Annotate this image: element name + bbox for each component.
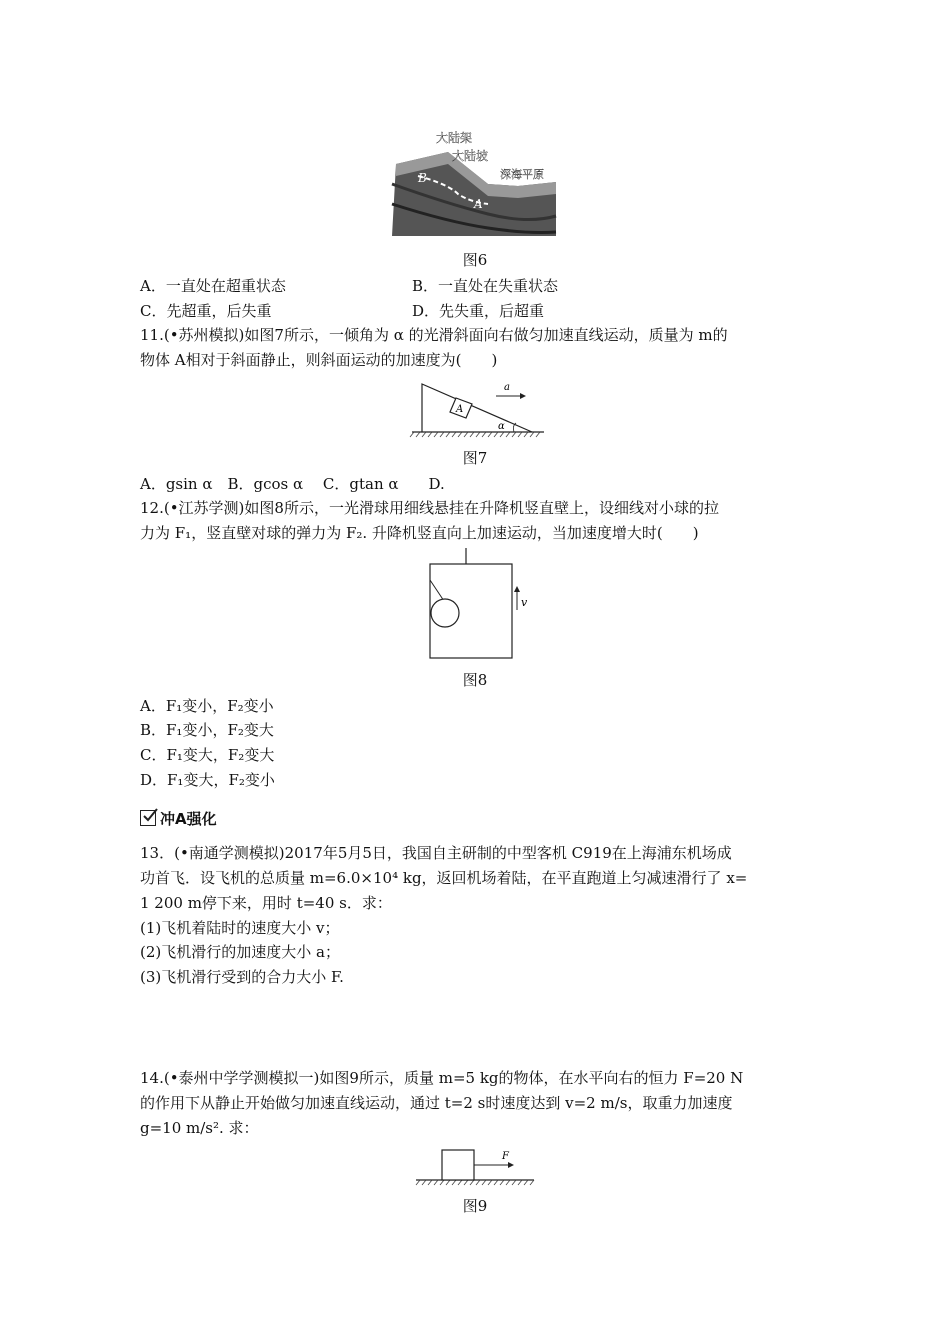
q14-text-line3: g=10 m/s². 求： [140,1119,259,1137]
fig6-label-a: A [474,197,483,211]
q10-option-d: D．先失重，后超重 [412,302,545,320]
figure-6-illustration [388,124,560,242]
q13-sub1: (1)飞机着陆时的速度大小 v； [140,919,340,937]
fig9-block [442,1150,474,1180]
q11-text-line2: 物体 A相对于斜面静止，则斜面运动的加速度为( ) [140,351,498,369]
figure-7-incline [408,376,548,440]
q13-text-line2: 功首飞．设飞机的总质量 m=6.0×10⁴ kg，返回机场着陆，在平直跑道上匀减速滑行了 x= [140,869,748,887]
section-title: 冲A强化 [160,810,217,828]
fig6-label-shelf: 大陆架 [436,131,473,145]
figure-9-block-force [412,1144,538,1190]
q10-option-c: C．先超重，后失重 [140,302,272,320]
q12-option-c: C．F₁变大，F₂变大 [140,746,275,764]
q14-text-line1: 14.(•泰州中学学测模拟一)如图9所示，质量 m=5 kg的物体，在水平向右的恒力 F=20 N [140,1069,744,1087]
fig7-label-accel: a [504,382,510,393]
fig6-label-b: B [418,171,427,185]
fig7-label-block: A [456,404,464,415]
q13-sub3: (3)飞机滑行受到的合力大小 F. [140,968,344,986]
fig9-label-force: F [502,1151,509,1162]
fig8-caption: 图8 [462,671,488,689]
q14-text-line2: 的作用下从静止开始做匀加速直线运动，通过 t=2 s时速度达到 v=2 m/s，取重力加速度 [140,1094,733,1112]
q12-text-line1: 12.(•江苏学测)如图8所示，一光滑球用细线悬挂在升降机竖直壁上，设细线对小球的拉 [140,499,719,517]
section-heading [140,808,217,830]
q13-text-line3: 1 200 m停下来，用时 t=40 s．求： [140,894,392,912]
q13-sub2: (2)飞机滑行的加速度大小 a； [140,943,340,961]
fig7-caption: 图7 [462,449,488,467]
fig6-label-slope: 大陆坡 [452,149,489,163]
q12-option-a: A．F₁变小，F₂变小 [140,697,274,715]
q13-text-line1: 13．(•南通学测模拟)2017年5月5日，我国自主研制的中型客机 C919在上海浦东机场成 [140,844,732,862]
q12-option-d: D．F₁变大，F₂变小 [140,771,275,789]
fig6-caption: 图6 [462,251,488,269]
fig7-label-angle: α [498,421,505,432]
q10-option-b: B．一直处在失重状态 [412,277,559,295]
fig8-ball [431,599,459,627]
checkbox-icon [140,810,156,826]
q11-options: A．gsin α B．gcos α C．gtan α D. [140,475,445,493]
fig6-label-plain: 深海平原 [500,168,544,181]
q12-option-b: B．F₁变小，F₂变大 [140,721,274,739]
q11-text-line1: 11.(•苏州模拟)如图7所示，一倾角为 α 的光滑斜面向右做匀加速直线运动，质量为 m的 [140,326,728,344]
fig8-label-velocity: v [521,596,528,609]
fig9-caption: 图9 [462,1197,488,1215]
q10-option-a: A．一直处在超重状态 [140,277,286,295]
figure-8-elevator [420,548,540,662]
q12-text-line2: 力为 F₁，竖直壁对球的弹力为 F₂. 升降机竖直向上加速运动，当加速度增大时( ) [140,524,699,542]
